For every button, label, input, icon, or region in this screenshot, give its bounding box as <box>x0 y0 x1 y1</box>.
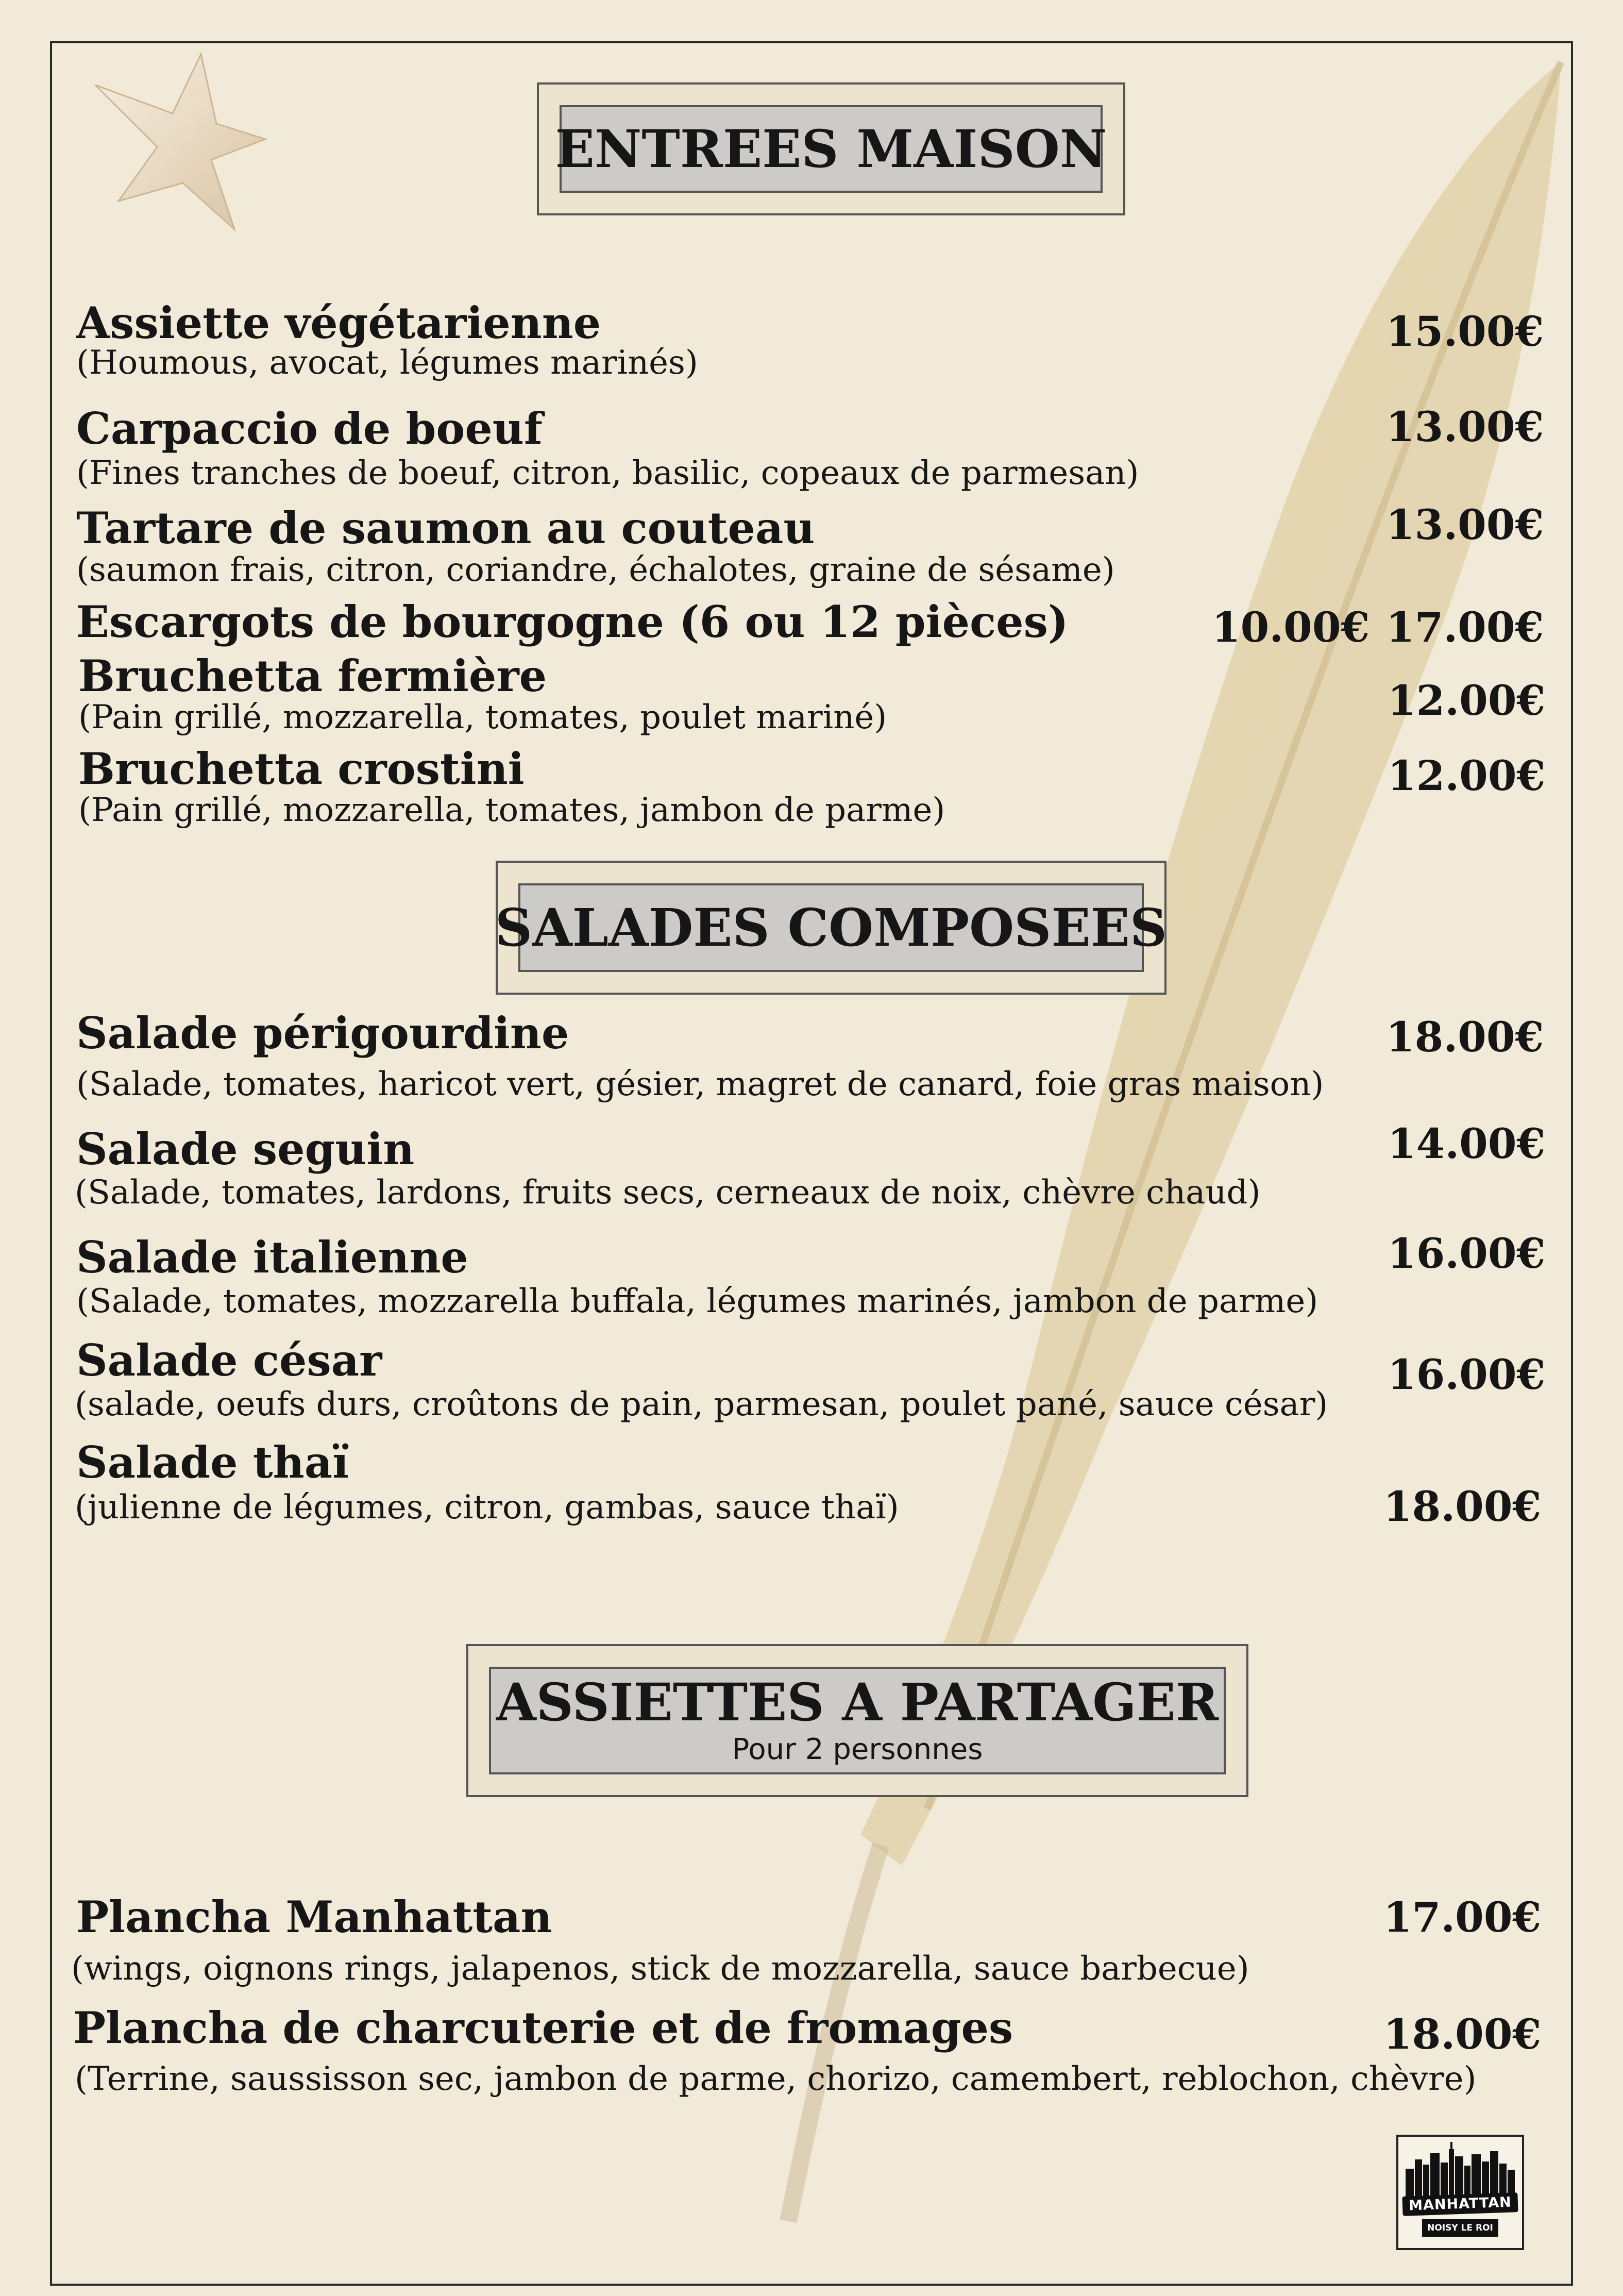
manhattan-logo <box>1396 2135 1524 2250</box>
item-price: 17.00€ <box>1386 603 1544 651</box>
item-name: Plancha Manhattan <box>76 1891 552 1942</box>
item-name: Carpaccio de boeuf <box>76 403 543 454</box>
section-title: ASSIETTES A PARTAGER <box>496 1671 1219 1733</box>
item-description: (Pain grillé, mozzarella, tomates, jambon de parme) <box>78 791 945 829</box>
logo-location: NOISY LE ROI <box>1422 2219 1498 2237</box>
item-price: 17.00€ <box>1383 1893 1542 1941</box>
item-name: Bruchetta fermière <box>78 650 547 701</box>
item-price: 15.00€ <box>1386 307 1544 356</box>
item-name: Salade thaï <box>76 1437 349 1488</box>
item-description: (julienne de légumes, citron, gambas, sauce thaï) <box>75 1488 899 1527</box>
section-header-entrees <box>537 82 1125 215</box>
item-description: (wings, oignons rings, jalapenos, stick de mozzarella, sauce barbecue) <box>71 1950 1249 1988</box>
item-price: 13.00€ <box>1386 403 1544 451</box>
item-price: 12.00€ <box>1388 676 1546 725</box>
section-header-inner <box>555 105 1107 193</box>
item-name: Salade seguin <box>76 1124 415 1175</box>
item-description: (salade, oeufs durs, croûtons de pain, parmesan, poulet pané, sauce césar) <box>75 1385 1328 1423</box>
section-title: SALADES COMPOSEES <box>495 897 1168 958</box>
item-description: (Salade, tomates, lardons, fruits secs, cerneaux de noix, chèvre chaud) <box>75 1174 1261 1212</box>
item-price: 16.00€ <box>1388 1229 1546 1278</box>
item-price: 12.00€ <box>1388 751 1546 800</box>
item-name: Plancha de charcuterie et de fromages <box>73 2002 1013 2053</box>
item-name: Salade italienne <box>76 1232 468 1283</box>
item-description: (saumon frais, citron, coriandre, échalotes, graine de sésame) <box>76 551 1115 589</box>
item-name: Escargots de bourgogne (6 ou 12 pièces) <box>76 596 1069 647</box>
item-name: Assiette végétarienne <box>76 297 601 348</box>
item-description: (Salade, tomates, mozzarella buffala, légumes marinés, jambon de parme) <box>76 1282 1318 1320</box>
item-price: 18.00€ <box>1386 1013 1544 1061</box>
item-price: 18.00€ <box>1383 2010 1542 2058</box>
item-description: (Terrine, saussisson sec, jambon de parme, chorizo, camembert, reblochon, chèvre) <box>75 2060 1477 2098</box>
item-price-small: 10.00€ <box>1212 603 1370 651</box>
item-description: (Salade, tomates, haricot vert, gésier, magret de canard, foie gras maison) <box>76 1065 1324 1103</box>
section-header-assiettes <box>466 1644 1248 1797</box>
item-price: 16.00€ <box>1388 1350 1546 1399</box>
section-subtitle: Pour 2 personnes <box>732 1732 983 1766</box>
section-header-inner <box>495 883 1168 972</box>
item-description: (Fines tranches de boeuf, citron, basilic, copeaux de parmesan) <box>76 454 1139 492</box>
item-price: 14.00€ <box>1388 1119 1546 1168</box>
item-price: 13.00€ <box>1386 500 1544 549</box>
item-price: 18.00€ <box>1383 1482 1542 1531</box>
logo-name: MANHATTAN <box>1402 2192 1518 2216</box>
item-name: Salade périgourdine <box>76 1008 569 1059</box>
section-title: ENTREES MAISON <box>555 118 1107 179</box>
skyline-icon <box>1398 2139 1522 2201</box>
section-header-inner <box>489 1667 1226 1774</box>
star-icon <box>77 52 273 247</box>
item-name: Tartare de saumon au couteau <box>76 502 815 554</box>
item-name: Salade césar <box>76 1335 382 1386</box>
item-description: (Pain grillé, mozzarella, tomates, poulet mariné) <box>78 698 887 736</box>
section-header-salades <box>496 861 1166 995</box>
item-description: (Houmous, avocat, légumes marinés) <box>76 344 698 382</box>
item-name: Bruchetta crostini <box>78 743 525 794</box>
